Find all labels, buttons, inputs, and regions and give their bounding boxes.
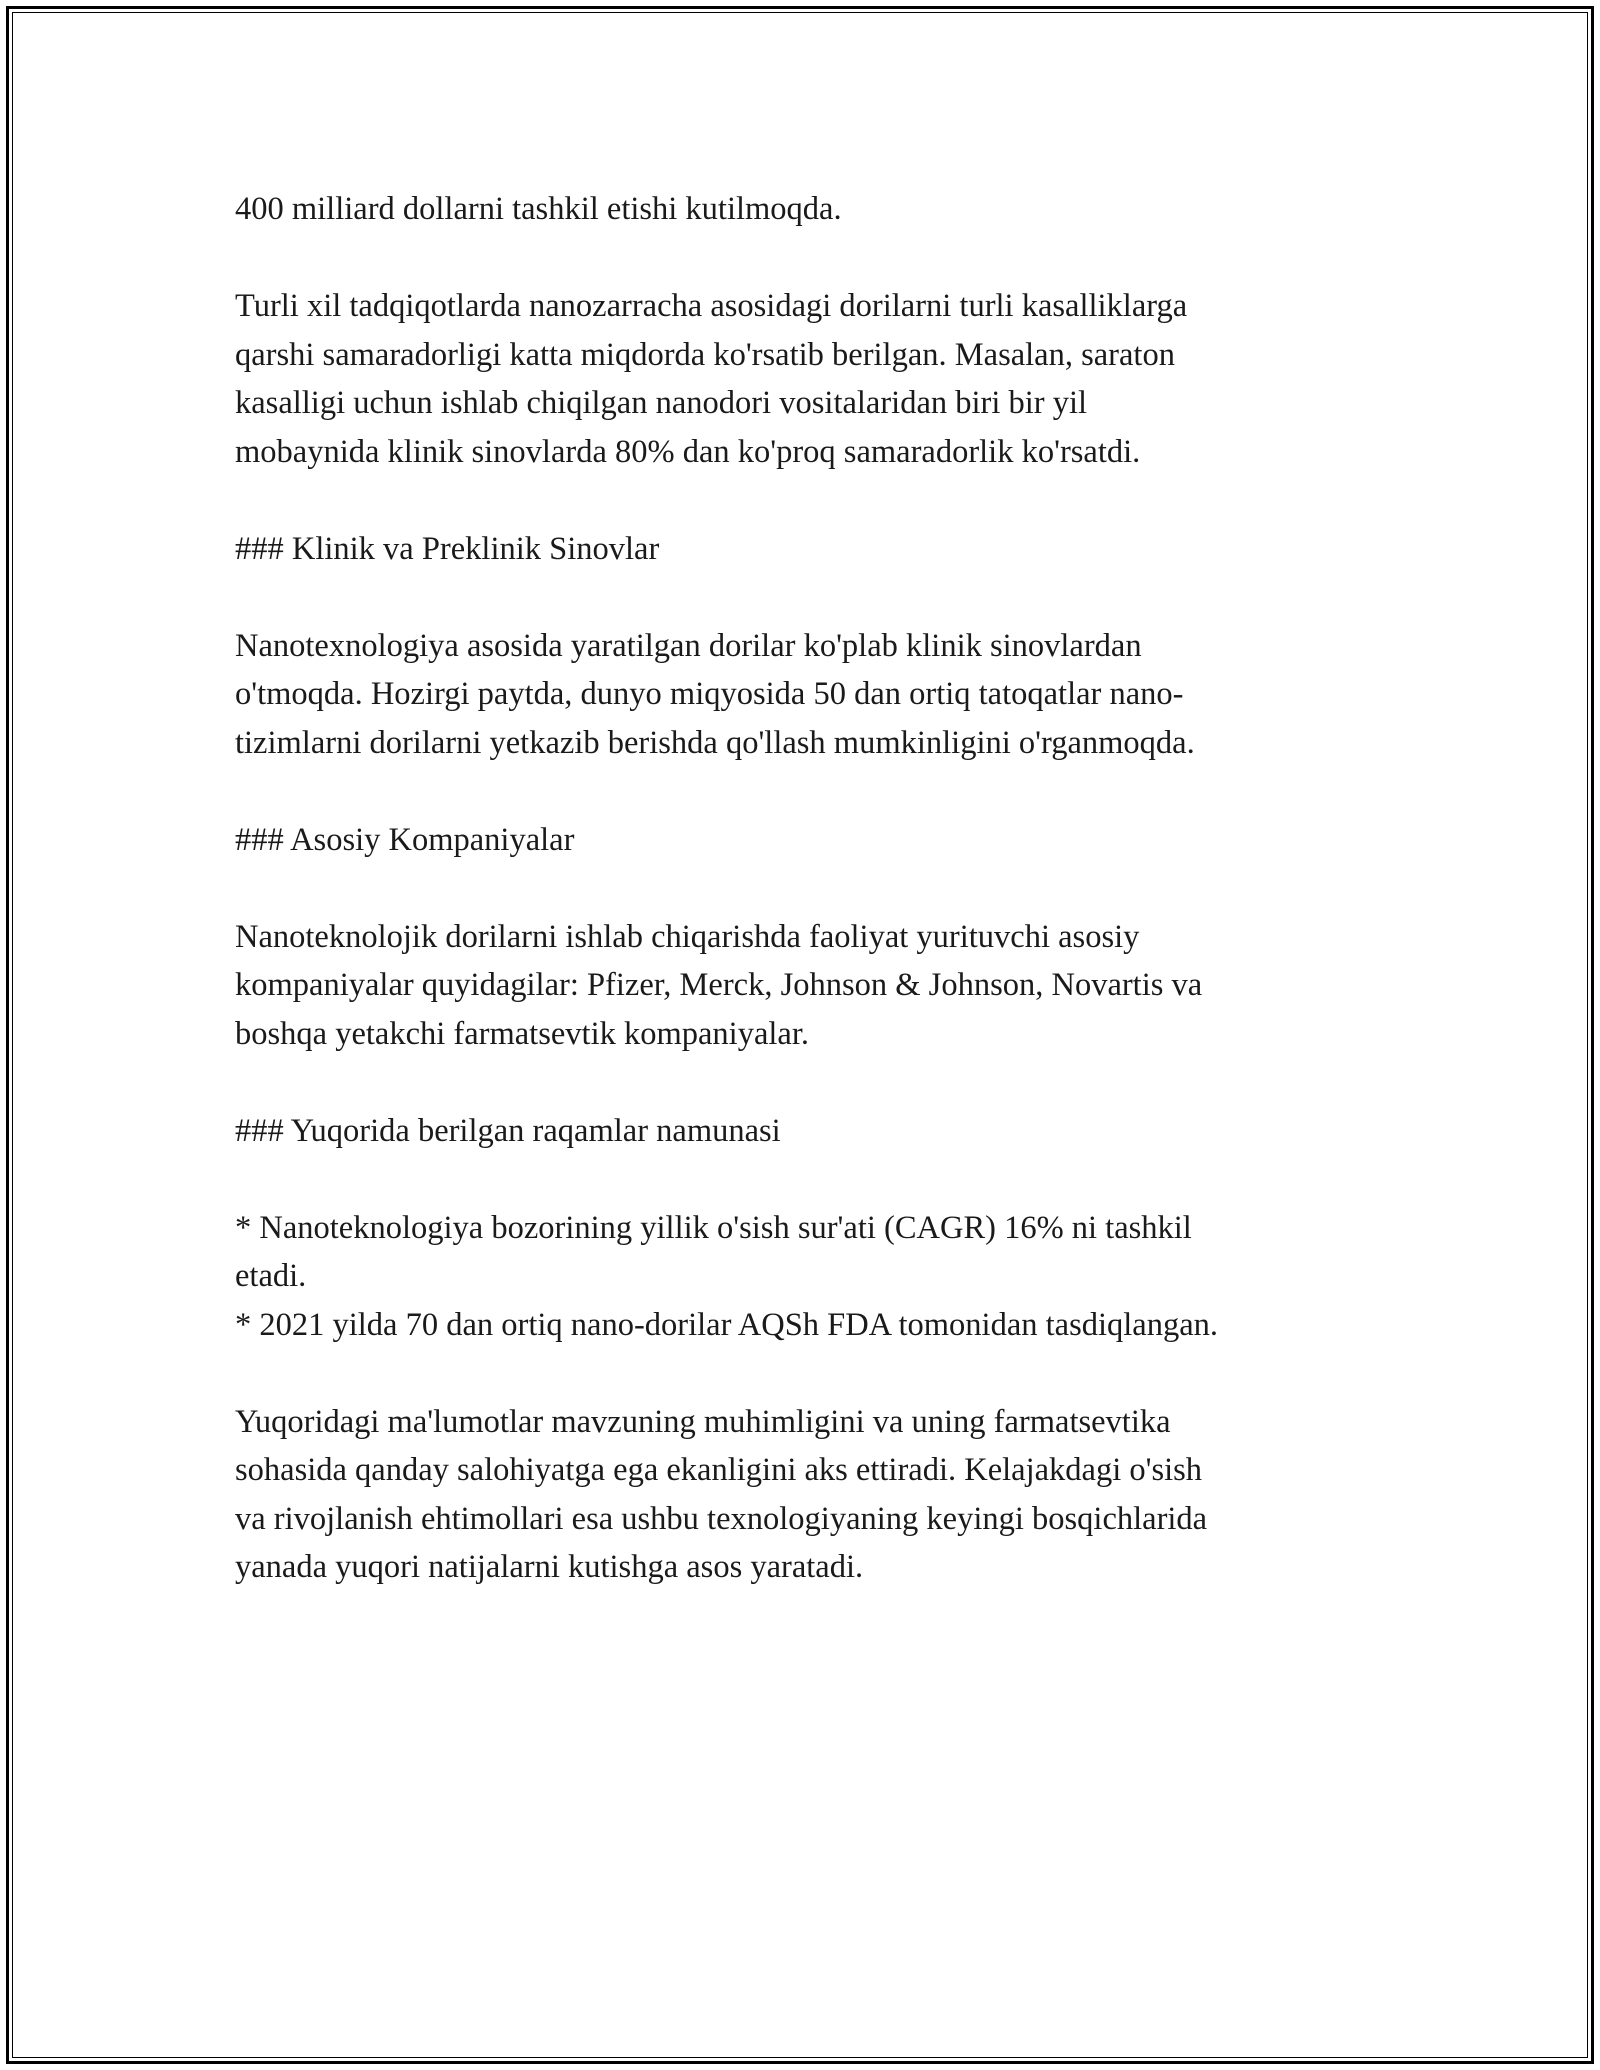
text-line: 400 milliard dollarni tashkil etishi kutilmoqda. bbox=[235, 191, 842, 227]
text-line: yanada yuqori natijalarni kutishga asos yaratadi. bbox=[235, 1549, 864, 1585]
list-item: * 2021 yilda 70 dan ortiq nano-dorilar AQSh FDA tomonidan tasdiqlangan. bbox=[235, 1306, 1219, 1343]
heading-text: ### Asosiy Kompaniyalar bbox=[235, 821, 575, 858]
blank-line bbox=[235, 476, 1395, 525]
text-line: Yuqoridagi ma'lumotlar mavzuning muhimligini va uning farmatsevtika bbox=[235, 1403, 1171, 1440]
list-item-continuation: etadi. bbox=[235, 1258, 307, 1294]
blank-line bbox=[235, 1349, 1395, 1398]
text-line: Nanoteknolojik dorilarni ishlab chiqarishda faoliyat yurituvchi asosiy bbox=[235, 918, 1140, 955]
text-line: qarshi samaradorligi katta miqdorda ko'rsatib berilgan. Masalan, saraton bbox=[235, 336, 1175, 373]
text-line: kasalligi uchun ishlab chiqilgan nanodori vositalaridan biri bir yil bbox=[235, 385, 1088, 421]
text-line: Turli xil tadqiqotlarda nanozarracha asosidagi dorilarni turli kasalliklarga bbox=[235, 288, 1188, 324]
blank-line bbox=[235, 1058, 1395, 1107]
text-line: o'tmoqda. Hozirgi paytda, dunyo miqyosida 50 dan ortiq tatoqatlar nano- bbox=[235, 676, 1184, 712]
paragraph bbox=[235, 622, 1395, 768]
text-line: mobaynida klinik sinovlarda 80% dan ko'proq samaradorlik ko'rsatdi. bbox=[235, 433, 1141, 470]
list-item: * Nanoteknologiya bozorining yillik o'sish sur'ati (CAGR) 16% ni tashkil bbox=[235, 1209, 1192, 1246]
text-line: tizimlarni dorilarni yetkazib berishda qo'llash mumkinligini o'rganmoqda. bbox=[235, 724, 1195, 761]
text-line: kompaniyalar quyidagilar: Pfizer, Merck, Johnson & Johnson, Novartis va bbox=[235, 967, 1203, 1003]
paragraph bbox=[235, 913, 1395, 1059]
heading-text: ### Yuqorida berilgan raqamlar namunasi bbox=[235, 1112, 781, 1149]
text-line: sohasida qanday salohiyatga ega ekanligini aks ettiradi. Kelajakdagi o'sish bbox=[235, 1452, 1203, 1488]
section-heading bbox=[235, 1107, 1395, 1156]
blank-line bbox=[235, 573, 1395, 622]
blank-line bbox=[235, 767, 1395, 816]
blank-line bbox=[235, 1155, 1395, 1204]
text-line: Nanotexnologiya asosida yaratilgan dorilar ko'plab klinik sinovlardan bbox=[235, 627, 1142, 664]
paragraph bbox=[235, 1398, 1395, 1592]
bullet-list bbox=[235, 1204, 1395, 1350]
blank-line bbox=[235, 234, 1395, 283]
heading-text: ### Klinik va Preklinik Sinovlar bbox=[235, 530, 660, 567]
section-heading bbox=[235, 816, 1395, 865]
paragraph bbox=[235, 282, 1395, 476]
paragraph bbox=[235, 185, 1395, 234]
text-line: va rivojlanish ehtimollari esa ushbu texnologiyaning keyingi bosqichlarida bbox=[235, 1500, 1208, 1537]
text-line: boshqa yetakchi farmatsevtik kompaniyalar. bbox=[235, 1015, 809, 1052]
document-body bbox=[235, 185, 1395, 1592]
section-heading bbox=[235, 525, 1395, 574]
blank-line bbox=[235, 864, 1395, 913]
